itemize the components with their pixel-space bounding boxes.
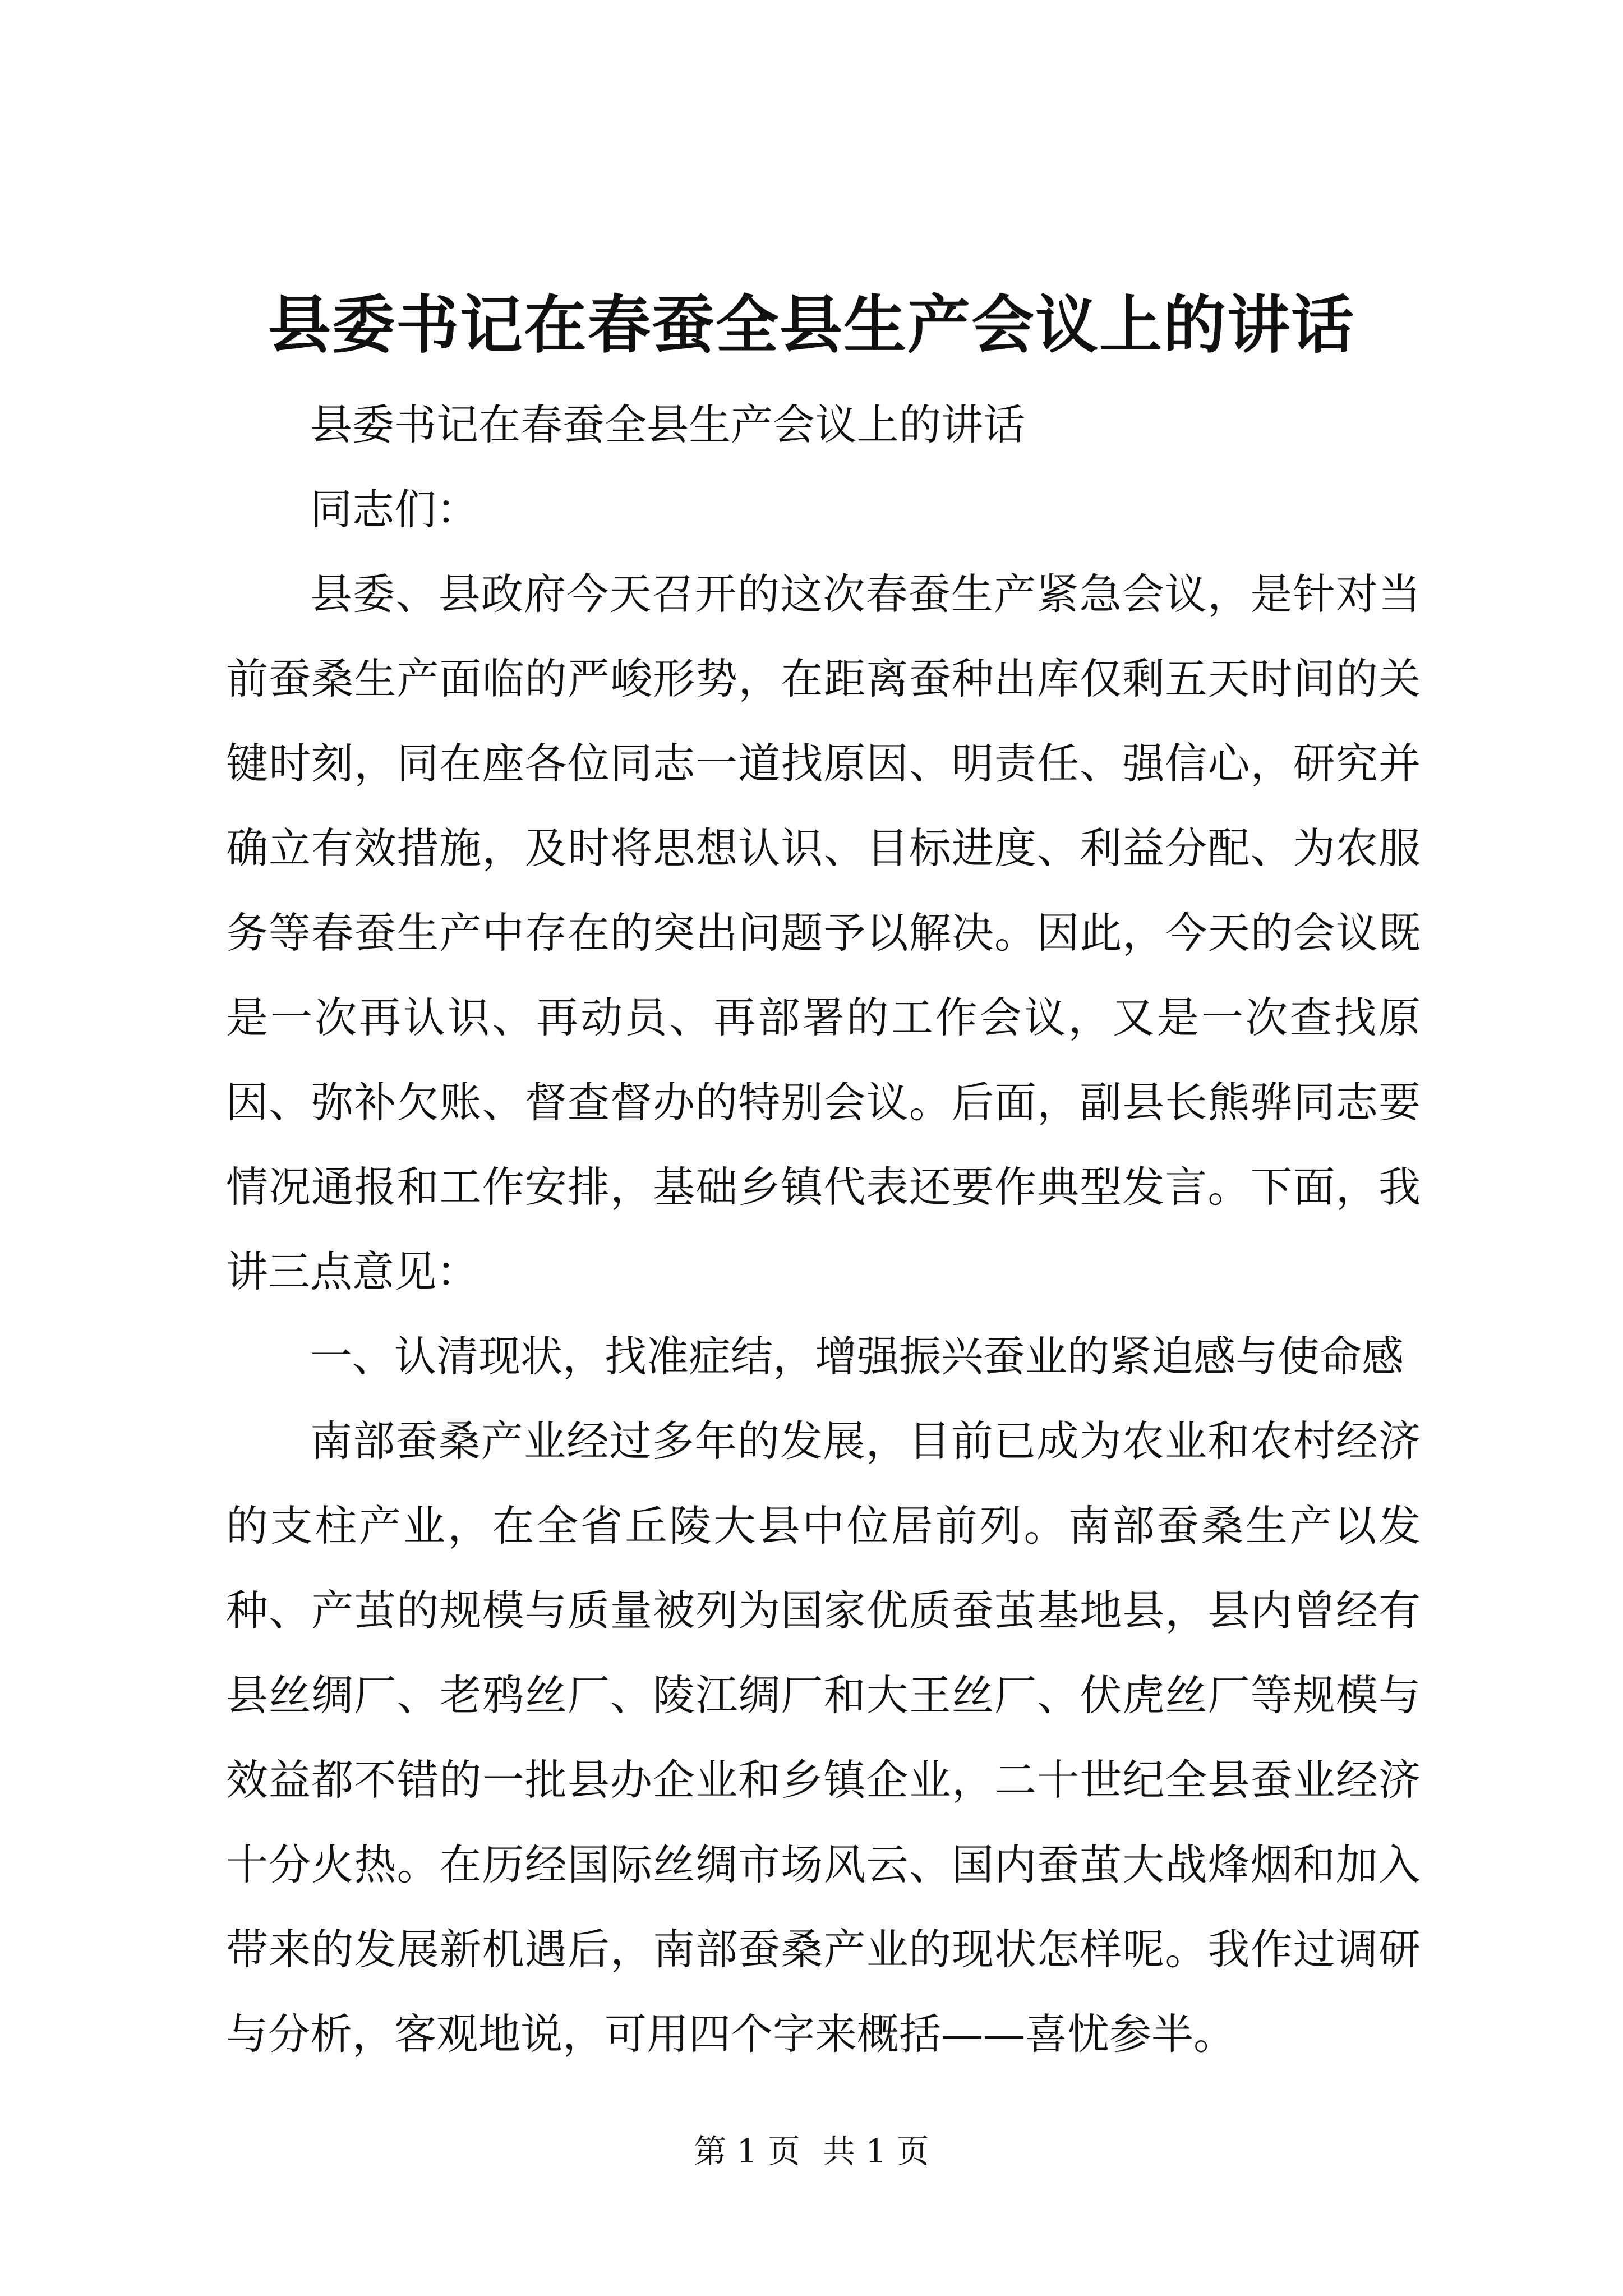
page-footer: [0, 2129, 1623, 2174]
section-heading: 一、认清现状，找准症结，增强振兴蚕业的紧迫感与使命感: [310, 1332, 1404, 1381]
subtitle-paragraph: 县委书记在春蚕全县生产会议上的讲话: [310, 400, 1026, 449]
page-total: 共 1 页: [823, 2132, 929, 2170]
body-paragraph: 县委、县政府今天召开的这次春蚕生产紧急会议，是针对当前蚕桑生产面临的严峻形势，在距离蚕种出库仅剩五天时间的关键时刻，同在座各位同志一道找原因、明责任、强信心，研究并确立有效措施，及时将思想认识、目标进度、利益分配、为农服务等春蚕生产中存在的突出问题予以解决。因此，今天的会议既是一次再认识、再动员、再部署的工作会议，又是一次查找原因、弥补欠账、督查督办的特别会议。后面，副县长熊骅同志要情况通报和工作安排，基础乡镇代表还要作典型发言。下面，我讲三点意见：: [226, 569, 1421, 1296]
body-paragraph: 南部蚕桑产业经过多年的发展，目前已成为农业和农村经济的支柱产业，在全省丘陵大县中位居前列。南部蚕桑生产以发种、产茧的规模与质量被列为国家优质蚕茧基地县，县内曾经有县丝绸厂、老鸦丝厂、陵江绸厂和大王丝厂、伏虎丝厂等规模与效益都不错的一批县办企业和乡镇企业，二十世纪全县蚕业经济十分火热。在历经国际丝绸市场风云、国内蚕茧大战烽烟和加入带来的发展新机遇后，南部蚕桑产业的现状怎样呢。我作过调研与分析，客观地说，可用四个字来概括——喜忧参半。: [226, 1416, 1421, 2059]
document-body: [226, 383, 1421, 2077]
salutation-paragraph: 同志们：: [310, 485, 479, 534]
page-number: 第 1 页: [694, 2132, 800, 2170]
document-title: 县委书记在春蚕全县生产会议上的讲话: [268, 288, 1355, 362]
